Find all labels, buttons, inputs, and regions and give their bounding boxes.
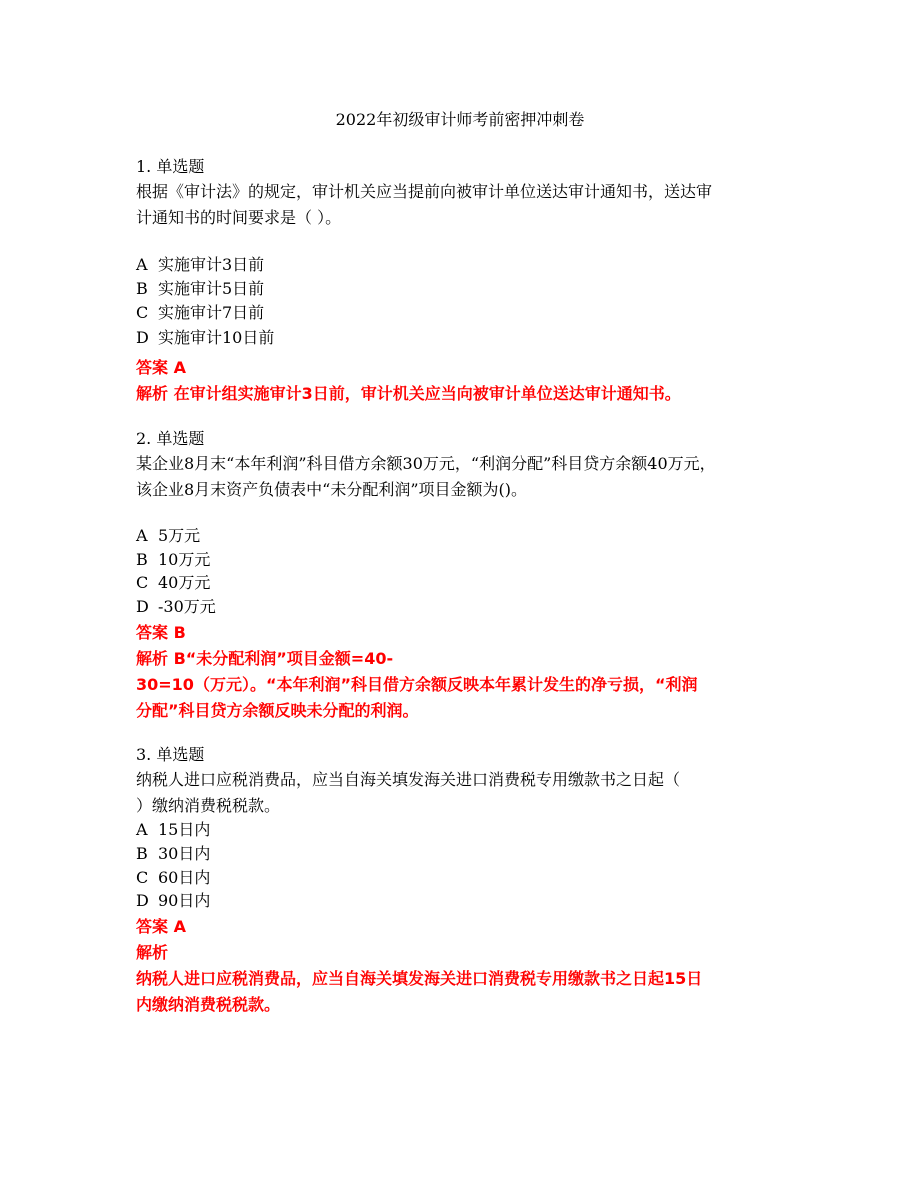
option-letter: B [136, 550, 148, 569]
option-text: 实施审计7日前 [158, 303, 265, 322]
question-1-analysis-line-1: 解析 在审计组实施审计3日前，审计机关应当向被审计单位送达审计通知书。 [136, 384, 681, 403]
question-2-option-c [136, 571, 210, 595]
option-text: 15日内 [158, 820, 211, 839]
option-letter: A [136, 820, 148, 839]
option-text: -30万元 [158, 597, 216, 616]
question-1-stem-line-2: 计通知书的时间要求是（ ）。 [136, 208, 342, 227]
page-title: 2022年初级审计师考前密押冲刺卷 [335, 110, 585, 129]
option-letter: A [136, 526, 148, 545]
option-letter: B [136, 279, 148, 298]
question-2-analysis-line-2: 30=10（万元）。“本年利润”科目借方余额反映本年累计发生的净亏损，“利润 [136, 675, 698, 694]
question-2-option-b [136, 548, 210, 572]
question-2-option-d [136, 595, 216, 619]
option-letter: D [136, 891, 149, 910]
option-letter: B [136, 844, 148, 863]
question-3-option-b [136, 842, 210, 866]
question-1-option-c [136, 301, 264, 325]
question-3-analysis-line-1: 纳税人进口应税消费品，应当自海关填发海关进口消费税专用缴款书之日起15日 [136, 969, 703, 988]
question-3-option-c [136, 866, 210, 890]
question-2-answer: 答案 B [136, 623, 186, 642]
question-2-header: 2. 单选题 [136, 429, 205, 448]
question-1-answer: 答案 A [136, 358, 186, 377]
option-letter: C [136, 303, 149, 322]
option-text: 60日内 [158, 868, 211, 887]
question-3-stem-line-2: ）缴纳消费税税款。 [136, 796, 281, 815]
option-text: 30日内 [158, 844, 211, 863]
option-letter: D [136, 597, 149, 616]
question-3-option-d [136, 889, 210, 913]
option-text: 10万元 [158, 550, 211, 569]
question-3-option-a [136, 818, 210, 842]
question-1-stem-line-1: 根据《审计法》的规定，审计机关应当提前向被审计单位送达审计通知书，送达审 [136, 182, 713, 201]
question-1-option-d [136, 326, 274, 350]
option-text: 实施审计5日前 [158, 279, 265, 298]
option-text: 40万元 [158, 573, 211, 592]
question-1-option-a [136, 253, 264, 277]
question-2-stem-line-2: 该企业8月末资产负债表中“未分配利润”项目金额为()。 [136, 480, 528, 499]
option-letter: A [136, 255, 148, 274]
question-1-header: 1. 单选题 [136, 157, 205, 176]
question-3-analysis-label: 解析 [136, 943, 169, 962]
question-1-option-b [136, 277, 264, 301]
option-letter: C [136, 573, 149, 592]
question-2-analysis-line-1: 解析 B“未分配利润”项目金额=40- [136, 649, 394, 668]
question-3-answer: 答案 A [136, 917, 186, 936]
question-2-stem-line-1: 某企业8月末“本年利润”科目借方余额30万元，“利润分配”科目贷方余额40万元， [136, 454, 716, 473]
option-letter: C [136, 868, 149, 887]
option-text: 实施审计10日前 [158, 328, 275, 347]
option-text: 实施审计3日前 [158, 255, 265, 274]
option-text: 90日内 [158, 891, 211, 910]
question-3-header: 3. 单选题 [136, 745, 205, 764]
question-3-analysis-line-2: 内缴纳消费税税款。 [136, 995, 281, 1014]
option-letter: D [136, 328, 149, 347]
option-text: 5万元 [158, 526, 201, 545]
question-2-option-a [136, 524, 200, 548]
question-2-analysis-line-3: 分配”科目贷方余额反映未分配的利润。 [136, 701, 419, 720]
question-3-stem-line-1: 纳税人进口应税消费品，应当自海关填发海关进口消费税专用缴款书之日起（ [136, 770, 681, 789]
